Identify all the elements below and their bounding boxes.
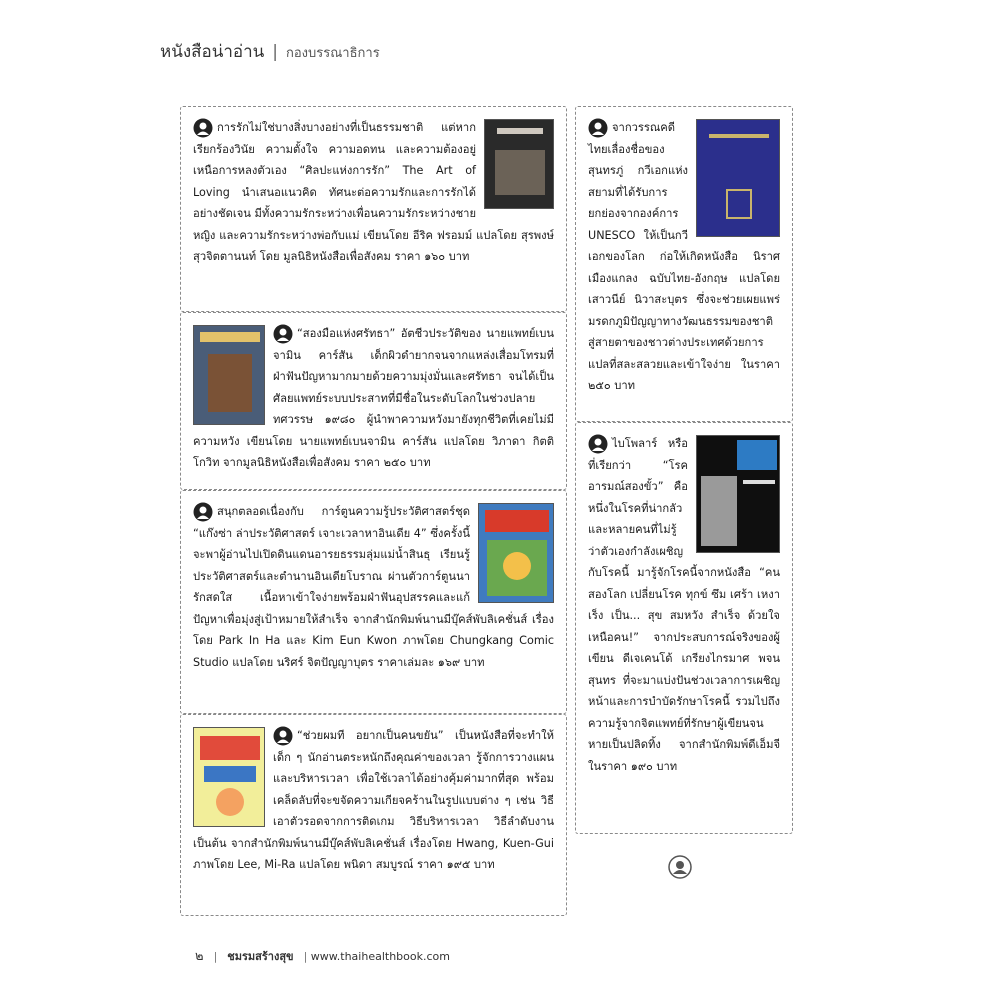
reader-icon — [588, 118, 608, 138]
book-cover-nirat — [696, 119, 780, 237]
book-review-text-5: จากวรรณคดีไทยเลื่องชื่อของสุนทรภู่ กวีเอกแห่งสยามที่ได้รับการยกย่องจากองค์การ UNESCO ให้เป็นกวีเอกของโลก ก่อให้เกิดหนังสือ นิราศเมืองแกลง ฉบับไทย-อังกฤษ แปลโดย เสาวนีย์ นิวาสะบุตร ซึ่งจะช่วยเผยแพร่มรดกภูมิปัญญาทางวัฒนธรรมของชาติ สู่สายตาของชาวต่างประเทศด้วยการแปลที่สละสลวยและเข้าใจง่าย ในราคา ๒๕๐ บาท — [588, 121, 780, 392]
section-title: หนังสือน่าอ่าน — [160, 42, 265, 62]
magazine-name: ชมรมสร้างสุข — [227, 950, 294, 963]
page-header — [160, 38, 380, 65]
end-mark-icon — [668, 855, 692, 879]
reader-icon — [193, 502, 213, 522]
reader-icon — [273, 324, 293, 344]
book-cover-comic-india — [478, 503, 554, 603]
page-footer — [195, 945, 450, 966]
book-cover-art-of-loving — [484, 119, 554, 209]
reader-icon — [193, 118, 213, 138]
reader-icon — [588, 434, 608, 454]
footer-divider: | — [213, 950, 218, 963]
book-review-text-1: การรักไม่ใช่บางสิ่งบางอย่างที่เป็นธรรมชาติ แต่หากเรียกร้องวินัย ความตั้งใจ ความอดทน และความต้องอยู่เหนือการหลงตัวเอง “ศิลปะแห่งการรัก” The Art of Loving นำเสนอแนวคิด ทัศนะต่อความรักและการรักได้อย่างชัดเจน มีทั้งความรักระหว่างเพื่อนความรักระหว่างชายหญิง และความรักระหว่างพ่อกับแม่ เขียนโดย อีริค ฟรอมม์ แปลโดย สุรพงษ์ สุวจิตตานนท์ โดย มูลนิธิหนังสือเพื่อสังคม ราคา ๑๖๐ บาท — [193, 121, 554, 263]
book-review-6 — [575, 422, 793, 834]
book-cover-gifted-hands — [193, 325, 265, 425]
website-link[interactable]: www.thaihealthbook.com — [310, 950, 450, 963]
book-review-text-6: ไบโพลาร์ หรือที่เรียกว่า “โรคอารมณ์สองขั้ว” คือหนึ่งในโรคที่น่ากลัว และหลายคนที่ไม่รู้ว่าตัวเองกำลังเผชิญกับโรคนี้ มารู้จักโรคนี้จากหนังสือ “คนสองโลก เปลี่ยนโรค ทุกข์ ซึม เศร้า เหงา เร็ง เป็น... สุข สมหวัง สำเร็จ ด้วยใจเหนือคน!” จากประสบการณ์จริงของผู้เขียน ดีเจเคนโด้ เกรียงไกรมาศ พจนสุนทร ที่จะมาแบ่งปันช่วงเวลาการเผชิญหน้าและการบำบัดรักษาโรคนี้ รวมไปถึงความรู้จากจิตแพทย์ที่รักษาผู้เขียนจนหายเป็นปลิดทิ้ง จากสำนักพิมพ์ดีเอ็มจี ในราคา ๑๙๐ บาท — [588, 437, 780, 773]
book-review-text-2: “สองมือแห่งศรัทธา” อัตชีวประวัติของ นายแพทย์เบนจามิน คาร์สัน เด็กผิวดำยากจนจากแหล่งเสื่อมโทรมที่ฝ่าฟันปัญหามากมายด้วยความมุ่งมั่นและศรัทธา จนได้เป็นศัลยแพทย์ระบบประสาทที่มีชื่อในระดับโลกในช่วงปลายทศวรรษ ๑๙๘๐ ผู้นำพาความหวังมายังทุกชีวิตที่เคยไม่มีความหวัง เขียนโดย นายแพทย์เบนจามิน คาร์สัน แปลโดย วิภาดา กิตติโกวิท จากมูลนิธิหนังสือเพื่อสังคม ราคา ๒๕๐ บาท — [193, 327, 554, 469]
book-review-3 — [180, 490, 567, 714]
footer-divider-2: | — [303, 950, 308, 963]
page-number: ๒ — [195, 949, 204, 964]
book-review-2 — [180, 312, 567, 490]
book-review-5 — [575, 106, 793, 422]
book-cover-hard-worker — [193, 727, 265, 827]
book-review-text-3: สนุกตลอดเนื่องกับ การ์ตูนความรู้ประวัติศาสตร์ชุด “แก๊งซ่า ล่าประวัติศาสตร์ เจาะเวลาหาอินเดีย 4” ซึ่งครั้งนี้จะพาผู้อ่านไปเปิดดินแดนอารยธรรมลุ่มแม่น้ำสินธุ เรียนรู้ประวัติศาสตร์และตำนานอินเดียโบราณ ผ่านตัวการ์ตูนนารักสดใส เนื้อหาเข้าใจง่ายพร้อมฝ่าฟันอุปสรรคและแก้ปัญหาเพื่อมุ่งสู่เป้าหมายให้สำเร็จ จากสำนักพิมพ์นานมีบุ๊คส์พับลิเคชั่นส์ เรื่องโดย Park In Ha และ Kim Eun Kwon ภาพโดย Chungkang Comic Studio แปลโดย นริศร์ จิตปัญญาบุตร ราคาเล่มละ ๑๖๙ บาท — [193, 505, 554, 669]
section-subtitle: กองบรรณาธิการ — [286, 46, 380, 61]
book-review-1 — [180, 106, 567, 312]
book-review-4 — [180, 714, 567, 916]
header-divider: | — [272, 42, 278, 62]
reader-icon — [273, 726, 293, 746]
book-review-text-4: “ช่วยผมที อยากเป็นคนขยัน” เป็นหนังสือที่จะทำให้เด็ก ๆ นักอ่านตระหนักถึงคุณค่าของเวลา รู้จักการวางแผนและบริหารเวลา เพื่อใช้เวลาได้อย่างคุ้มค่ามากที่สุด พร้อมเคล็ดลับที่จะขจัดความเกียจคร้านในรูปแบบต่าง ๆ เช่น วิธีเอาตัวรอดจากการติดเกม วิธีบริหารเวลา วิธีลำดับงาน เป็นต้น จากสำนักพิมพ์นานมีบุ๊คส์พับลิเคชั่นส์ เรื่องโดย Hwang, Kuen-Gui ภาพโดย Lee, Mi-Ra แปลโดย พนิดา สมบูรณ์ ราคา ๑๙๕ บาท — [193, 729, 554, 871]
book-cover-two-worlds — [696, 435, 780, 553]
